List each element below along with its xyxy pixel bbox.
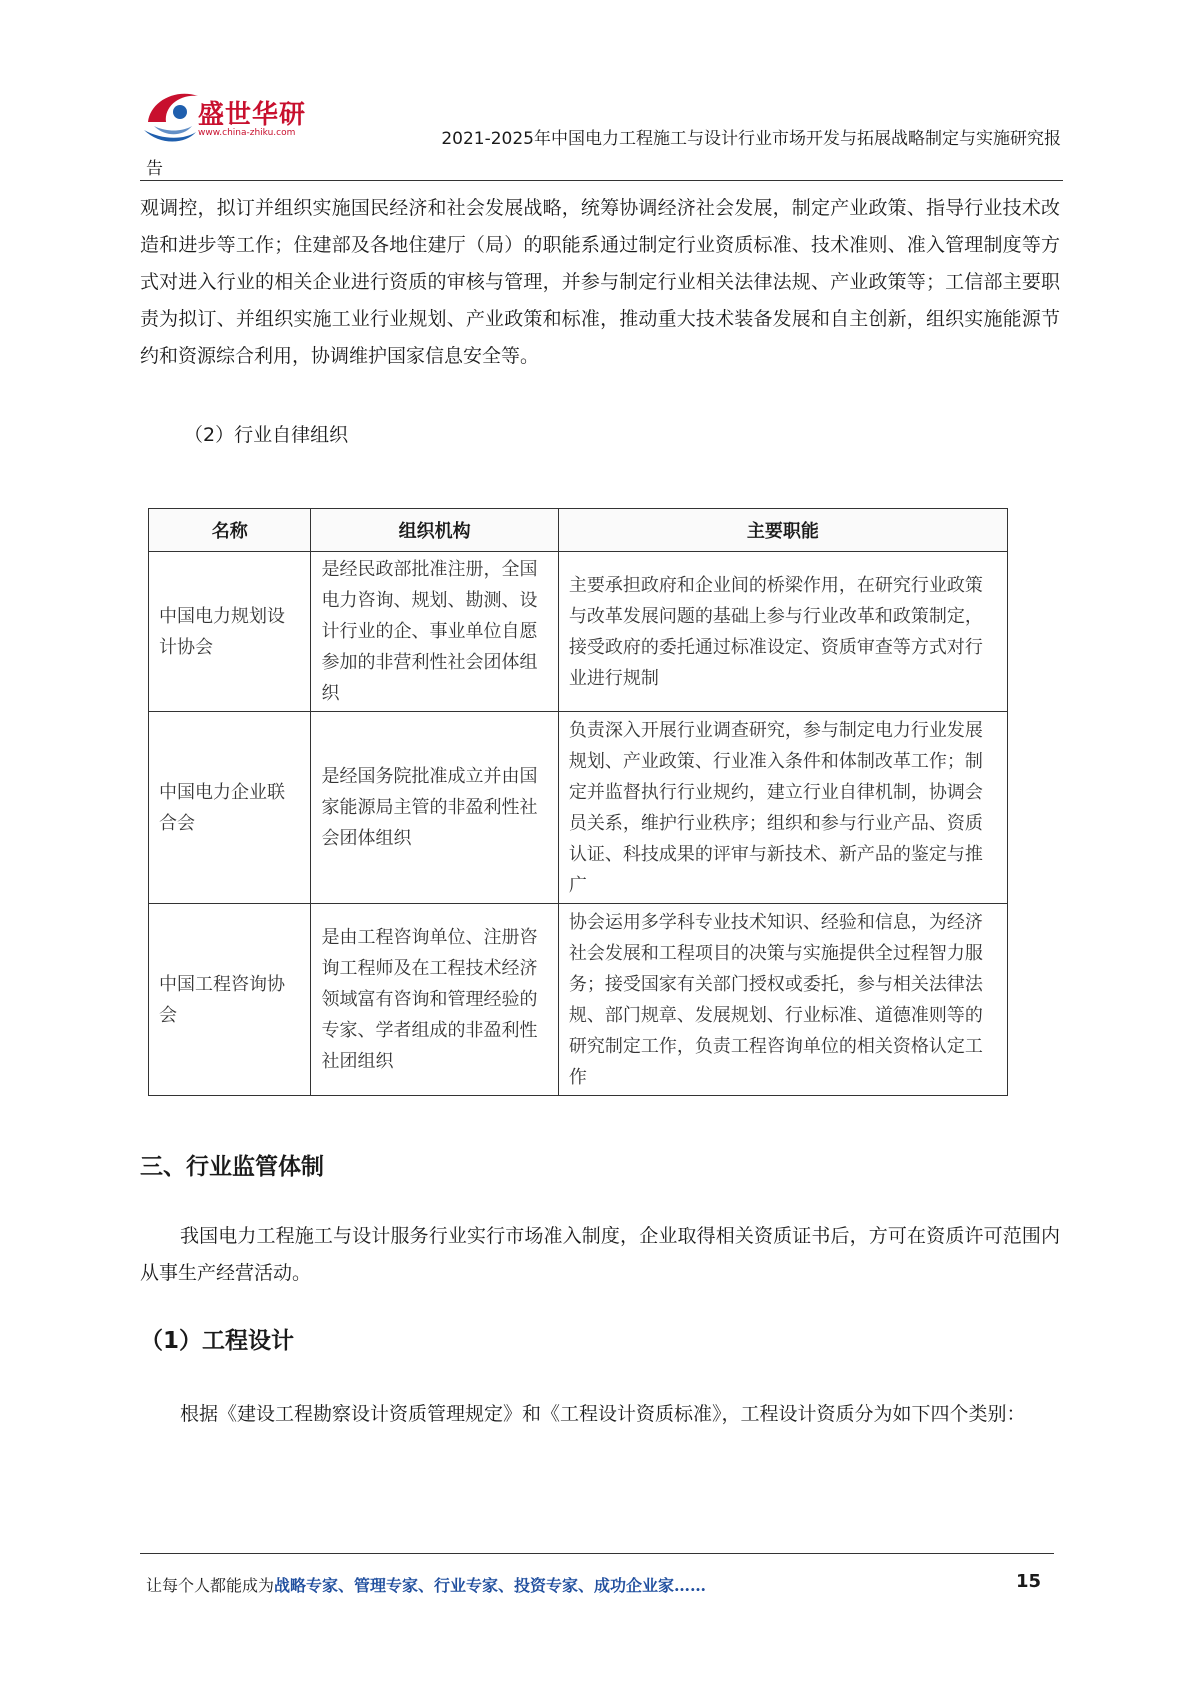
footer-divider [140,1553,1054,1554]
report-title: 2021-2025年中国电力工程施工与设计行业市场开发与拓展战略制定与实施研究报 [441,129,1061,149]
footer-slogan-emphasis: 战略专家、管理专家、行业专家、投资专家、成功企业家…… [274,1576,707,1595]
header-divider [140,180,1063,181]
logo-url: www.china-zhiku.com [198,128,296,138]
footer-slogan [146,1573,706,1596]
cell-name: 中国电力企业联合会 [149,712,311,904]
footer-slogan-prefix: 让每个人都能成为 [146,1576,275,1595]
intro-paragraph: 观调控，拟订并组织实施国民经济和社会发展战略，统筹协调经济社会发展，制定产业政策、指导行业技术改造和进步等工作；住建部及各地住建厅（局）的职能系通过制定行业资质标准、技术准则、准入管理制度等方式对进入行业的相关企业进行资质的审核与管理，并参与制定行业相关法律法规、产业政策等；工信部主要职责为拟订、并组织实施工业行业规划、产业政策和标准，推动重大技术装备发展和自主创新，组织实施能源节约和资源综合利用，协调维护国家信息安全等。 [140,197,1060,367]
self-regulatory-org-table [148,508,1008,1096]
cell-func: 协会运用多学科专业技术知识、经验和信息，为经济社会发展和工程项目的决策与实施提供全过程智力服务；接受国家有关部门授权或委托，参与相关法律法规、部门规章、发展规划、行业标准、道德准则等的研究制定工作，负责工程咨询单位的相关资格认定工作 [558,904,1007,1096]
cell-name: 中国工程咨询协会 [149,904,311,1096]
cell-func: 主要承担政府和企业间的桥梁作用，在研究行业政策与改革发展问题的基础上参与行业改革和政策制定，接受政府的委托通过标准设定、资质审查等方式对行业进行规制 [558,552,1007,712]
section-paragraph: 我国电力工程施工与设计服务行业实行市场准入制度，企业取得相关资质证书后，方可在资质许可范围内从事生产经营活动。 [140,1225,1060,1284]
report-title-continuation: 告 [146,159,163,179]
page-number: 15 [1016,1571,1042,1592]
table-row [149,552,1008,712]
subitem-label: （2）行业自律组织 [184,424,349,446]
cell-name: 中国电力规划设计协会 [149,552,311,712]
cell-org: 是经国务院批准成立并由国家能源局主管的非盈利性社会团体组织 [311,712,558,904]
cell-org: 是经民政部批准注册，全国电力咨询、规划、勘测、设计行业的企、事业单位自愿参加的非营利性社会团体组织 [311,552,558,712]
table-row [149,712,1008,904]
header-func: 主要职能 [558,509,1007,552]
logo-text: 盛世华研 [198,100,307,130]
table-row [149,904,1008,1096]
cell-func: 负责深入开展行业调查研究，参与制定电力行业发展规划、产业政策、行业准入条件和体制改革工作；制定并监督执行行业规约，建立行业自律机制，协调会员关系，维护行业秩序；组织和参与行业产品、资质认证、科技成果的评审与新技术、新产品的鉴定与推广 [558,712,1007,904]
header-name: 名称 [149,509,311,552]
header-org: 组织机构 [311,509,558,552]
cell-org: 是由工程咨询单位、注册咨询工程师及在工程技术经济领域富有咨询和管理经验的专家、学者组成的非盈利性社团组织 [311,904,558,1096]
section-heading: 三、行业监管体制 [140,1154,324,1180]
subsection-paragraph: 根据《建设工程勘察设计资质管理规定》和《工程设计资质标准》，工程设计资质分为如下四个类别： [180,1403,1026,1425]
subsection-heading: （1）工程设计 [140,1328,295,1354]
table-header-row [149,509,1008,552]
